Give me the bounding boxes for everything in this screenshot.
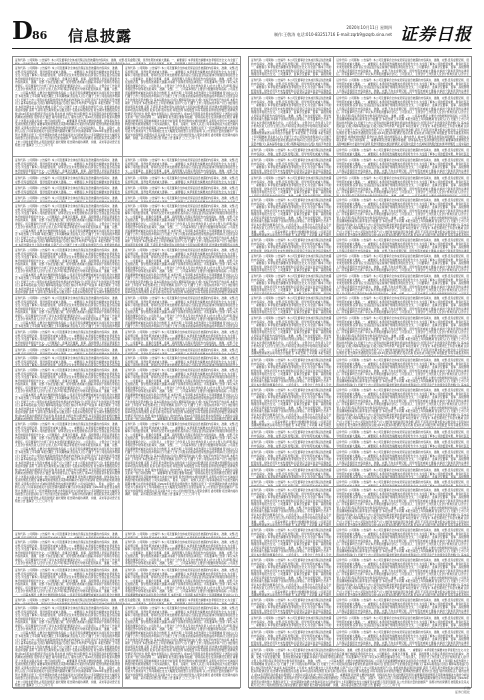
announcement-row xyxy=(13,355,240,367)
announcement-cell: 证券代码: 公司简称: 公告编号: 本公司及董事会全体成员保证信息披露的内容真实、准确、完整,没有虚假记载、误导性陈述或重大遗漏。一、重要提示 本季度报告摘要来自季度报告全文,为全面了解本公司的经营成果、财务状况及未来发展规划,投资者应当到证监会指定媒体仔细阅读季度报告全文。公司董事会、监事会及董事、监事、高级管理人员保证季度报告内容的真实、准确、完整,不存在虚假记载、误导性陈述或重大遗漏,并承担个别和连带的法律责任。所有董事均已出席了审议本次季报的董事会会议。公司负责人、主管会计工作负责人及会计机构负责人(会计主管人员)声明:保证季度报告中财务报表的真实、准确、完整。二、公司基本情况 主要会计数据和财务指标 公司是否需追溯调整或重述以前年度会计数据 否 本报告期 上年同期 本报告期比上年同期增减 营业收入(元) 归属于上市公司股东的净利润(元) 归属于上市公司股东的扣除非经常性损益的净利润(元) 经营活动产生的现金流量净额(元) 基本每股收益(元/股) 稀释每股收益(元/股) 加权平均净资产收益率 本报告期末 上年度末 本报告期末比上年度末增减 总资产(元) 归属于上市公司股东的净资产(元) 非经常性损益 xyxy=(15,205,120,246)
announcement-row xyxy=(13,597,240,605)
announcement-row xyxy=(13,421,240,531)
announcement-cell: 证券代码: 公司简称: 公告编号: 本公司及董事会全体成员保证信息披露的内容真实、准确、完整,没有虚假记载、误导性陈述或重大遗漏。一、重要提示 本季度报告摘要来自季度报告全文,为全面了解本公司的经营成果、财务状况及未来发展规划,投资者应当到证监会指定媒体仔 xyxy=(251,239,332,252)
announcement-cell: 证券代码: 公司简称: 公告编号: 本公司及董事会全体成员保证信息披露的内容真实、准确、完整,没有虚假记载、误导性陈述或重大遗漏。一、重要提示 本季度报告摘要来自季度报告全文,为全面了解本公司的经营成果、财务状况及未来发展规划,投资者应当到证监会指定媒体仔细阅读季度报告全文。公司董事会、监事会及董事、监事、高级管理人员保证季度报告内容的真实、准确、完整,不存在虚假记载、误导性陈述或重大遗漏,并承担个别和连带的法律责任。所有董事均已出席了审议本次季报的董事会会议。公司负责人、主管会计工作负责人及会计机构负责人(会计主管人员)声明:保证季度报告中财务报表的真实、准确、完整。二、公司基本情况 主要会计数据和财务指标 公司是否需追溯调整或重述以前年度会计数据 否 本报告期 上年同期 本报告期比上年同期增减 营业收入(元) 归属于上市公司股东的净利润(元) 归属于上市公司股东的扣除非经常性损益的净利润(元) 经营活动产生的现金流量净额(元) 基本每股收益(元/股) 稀释每股收益(元/股) 加权平均净资产收益率 本报告期末 上年度末 本报告期末比上年度末增减 总资产(元) 归属于上市公司股东的净资产(元) 非经常性损益项目和金额 适用 不适用 报告期末股东总数及前十名股东持股情况表 报告期末普通股股东总数 前10名股东持股情况 股东名称 股东性质 持股比例 持股数量 持有有限售条件的股份数量 质押或冻结情况 股份状态 数量 境内非国有法人 境内自然人 前10名无限售条件股东持股情 xyxy=(15,369,120,420)
announcement-cell: 证券代码: 公司简称: 公告编号: 本公司及董事会全体成员保证信息披露的内容真实、准确、完整,没有虚假记载、误导性陈述或重大遗漏。一、重要提示 本季度报告摘要来自季度报告全文,为全面了解本公司的经营成果、财务状况及未来发展规划,投资者应当到证监会指定媒体仔细阅读季度报告全文。公司董事会、监事会及董事、监事、高级管理人员保证季度报告内容的真实、准确、完整,不存在虚假记载、误导性陈述或重大遗漏,并承担个别和连带的法律责任。所有董事均已出席了审议本次季报的董事会会议。公司负责人、主管会计工作负责人及会计机构负责人(会计主管人员)声明:保证季度报告中财务报表的真实、准确、完整。二、公司基本情况 主要会计数据和财务指标 公司是否需追溯调整或重述以前年度会计数据 否 本报告期 上年同期 本报告期比上年同期增减 营业收入(元) 归属于上市公司股东的净利润(元) 归属于上市公司股东的扣除非经常性损益的净利润(元) 经营活动产生的现金流量净额(元) 基本每股收益(元/股) 稀释每股收益(元/股) 加权平均净资产收益率 本报告期末 上年度末 本报告期末比上年度末增减 总资产(元) 归属于上市公司股东的净资产(元) 非经常性损益项目和金额 适用 不适用 报告期末股东总数及前十名股东持股情况表 报告期末普通股股东总数 前10名股东持股情况 股东名称 股东性质 持股比例 持股数量 持有有限售条件的股份数量 质押或冻结情况 股份状态 数量 境内非国有法人 境内自然人 前10名无限售条件股东持股情况 上述股东关联关系或一致行动的说明 三、重要事项 报告期主要财务数据、财务指标发生变动的情况及原因 重要事项进展情况及其影响和解决方案的分析说明 股份回购的实施进展情况 采用集中竞价方式减持回购股份的实施进展情况 公司实际控制人、股东、关联方、收购人以及公司等承诺相关方在报告期内超期未履行完毕的承诺事项 对2020年度经营业绩的预计 预测年初至下一报告期期末的累计净利润可能为亏损或者与上年同期相比发生大幅度变动的警示及原因说明 以公允价值计量的金融资产 违规对外担保情况 控股股东及其关联方对上市公司的非经营性占用资金情况 委托理财 报告期内接待调研、沟通、采访等活动登记表 特此公告 董事会 二〇二〇年十月 xyxy=(122,605,240,688)
announcement-cell: 证券代码: 公司简称: 公告编号: 本公司及董事会全体成员保证信息披露的内容真实、准确、完整,没有虚假记载、误导性陈述或重大遗漏。一、重要提示 本季度报告摘要来自季度报告全文,为全面了解本公司的经营成果、财务状况及未来发展规划,投资者应当到证监会指定媒体仔细阅读季度报告全文。公司董事会、监事会及董事、监事、高级管理人员保证季度报告内容的真实、准确、完整,不 xyxy=(15,599,238,604)
announcement-row xyxy=(13,185,240,195)
announcement-row xyxy=(249,387,471,429)
announcement-row xyxy=(13,567,240,597)
announcement-cell: 证券代码: 公司简称: 公告编号: 本公司及董事会全体成员保证信息披露的内容真实、准确、完整,没有虚假记载、误导性陈述或重大遗漏。一、重要提示 本季度报告摘要来自季度报告全文,为全面了解本公司的经营成果、财务状况及未来发展规划,投资者应当到证监会指定媒体仔细阅读季度报告全文。公司董事会、监事会及董事、监事、高级管理人员保证季度报告内容的真实、准确、完整,不存在虚假记载、误导性陈述或重大遗漏,并承担个别和连带的法律责 xyxy=(333,629,471,646)
announcement-cell: 证券代码: 公司简称: 公告编号: 本公司及董事会全体成员保证信息披露的内容真实、准确、完整,没有虚假记载、误导性陈述或重大遗漏。一、重要提示 本季度报告摘要来自季度报告全文,为全面了解本公司的经营成果、财务状况及未来发展规划,投资者应当到证监会指定媒体仔细阅读季度报告全文。公司董事会、监事会及董事、监事、高级管理人员保证季度报告内容的真实、准确、完整,不存在虚假记载、误导性 xyxy=(251,177,332,196)
announcement-cell: 证券代码: 公司简称: 公告编号: 本公司及董事会全体成员保证信息披露的内容真实、准确、完整,没有虚假记载、误导性陈述或重大遗漏。一、重要提示 本季度报告摘要来自季度报告全文,为全面了解本公司的经营成果、财务状况及未来发展规划,投资者应当到证监会指定媒体仔细阅读季度报告全文。公司董事会、监事会及董事、监事、高级管理人员保证季度报告内容的真实、准确、完整,不存在虚假记载、误导性陈述或重大遗漏,并承担个别和连带的法律责任。所有董事均已出席了审议本次季报的董事会会议。公司负责人、主管会计工作负责人及会计机构负责人(会计主管人员)声明:保证季度报告中财务报表的真实、准确、完整。二、公司基本情况 主要会计数据和财务指标 公司是否需追溯调整或重述以前年度会计数据 否 本报告期 上年同期 本报告期比上年同期增减 营业收入(元) 归属于上市公司股东的净利润(元) 归属于上市公司股东的扣除非经常性损益的净利润(元) 经营活动产生的现金流量净额(元) 基本每股收益(元/股) 稀释每股收益(元/股) 加权平均净资产收益率 本报告期末 上年度末 本报告期末比上年度末增减 总资产(元) 归属于上市公司股东的净资产(元) 非经常性损益项目和金额 适用 不适用 报告期末股东总数及前十名股东持股情况表 报告期末普通股股东总数 前10名股东持股情况 股东名称 股东性质 持股比例 持股数量 持有有限售条件的股份数量 质押或冻结情况 股份状态 数量 境内非国有法人 境内自然人 前10名无限售条件股东持股情况 上述股东关联关系或一致行动的说明 三、重要事项 报告期主要财务数据、财务指标发生变动的情况及原因 重要事项进展情况及其影响和解决方案的分析说明 股份回购的实施进展情况 采用集中竞价方式减持回购股份的实施进展情况 公司实际控制人、股东、关联方、收购人以及公司等承诺相关方在报告期内超期未履行完毕的承诺事项 对2020年度经营业绩的预计 预测年初至下一报告期期末的累计净利润可能为亏损或者与上年同期相比发生大幅度变动的警示及原因说明 以公允价值计量的金融资产 违规对外担保情况 控股股东及其关联方对上市公司的非经营性占用资金情况 委托理财 报告期内接待调研、沟通、采访等活动登记表 特此公告 董事会 二〇二〇年十月 xyxy=(251,649,469,687)
announcement-cell: 证券代码: 公司简称: 公告编号: 本公司及董事会全体成员保证信息披露的内容真实、准确、完整,没有虚假记载、误导性陈述或重大遗漏。一、重要提示 本季度报告摘要来自季度报告全文,为全面了解本公司的经营成果、财务状况及未来发展规划,投资者应当到证监会指定媒体仔细阅读季度报告全文。公司董事会、监事会及董事、监事、高级管理 xyxy=(251,59,332,76)
page-content xyxy=(12,56,472,688)
page-letter: D xyxy=(12,16,33,45)
announcement-row xyxy=(249,157,471,175)
announcement-cell: 证券代码: 公司简称: 公告编号: 本公司及董事会全体成员保证信息披露的内容真实、准确、完整,没有虚假记载、误导性陈述或重大遗漏。一、重要提示 本季度报告摘要来自季度报告全文,为全面了解本公司的 xyxy=(251,469,332,478)
announcement-cell: 证券代码: 公司简称: 公告编号: 本公司及董事会全体成员保证信息披露的内容真实、准确、完整,没有虚假记载、误导性陈述或重大遗漏。一、重要提示 本季度报告摘要来自季度报告 xyxy=(15,187,120,194)
announcement-row xyxy=(249,175,471,197)
announcement-cell: 证券代码: 公司简称: 公告编号: 本公司及董事会全体成员保证信息披露的内容真实、准确、完整,没有虚假记载、误导性陈述或重大遗漏。一、重要提示 本季度报告摘要来自季度报告全文,为全面了解本公司的经营成果、财务状况及未来发展规划,投资者应当到证监会指定媒体仔细阅读季度报告全文。公司董事会、监事会及董事、监事、高级管理人员保证季度报告内容的真实、准确、完整,不存在虚假记载、误导性陈述或重大遗漏,并承担个别和连带的法律责任。所有董事均已出席了审议本次季报的董事会会议。公司负责人、主管会计工作负责人及会计机构负责人(会计主管人员)声明:保证季度报告中财务报表的真实、准确、完整。二、公司基本情况 主要会计数据和财务指标 公司是否 xyxy=(333,273,471,294)
announcement-cell: 证券代码: 公司简称: 公告编号: 本公司及董事会全体成员保证信息披露的内容真实、准确、完整,没有虚假记载、误导性陈述或重大遗漏。一、重要提示 本季度报告摘要来自季度报告全文,为全面了解本公司的经营成果、财务状况及 xyxy=(333,429,471,438)
announcement-row xyxy=(249,295,471,315)
announcement-cell: 证券代码: 公司简称: 公告编号: 本公司及董事会全体成员保证信息披露的内容真实、准确、完整,没有虚假记载、误导性陈述或重大遗漏。一、重要提示 本季度报告摘要来自季度报告全文,为全面了 xyxy=(122,347,240,354)
announcement-row xyxy=(249,253,471,273)
announcement-row xyxy=(13,329,240,347)
announcement-cell: 证券代码: 公司简称: 公告编号: 本公司及董事会全体成员保证信息披露的内容真实、准确、完整,没有虚假记载、误导性陈述或重大遗漏。一、重要提示 本季度报告摘要来自季度报告全文,为全面了解本公司的经营成果、财务状况及未来发展规划,投资者应当到证监会指定媒体仔细阅读季度报告全文。公司董事会、监事会及董事、监事、高级管理人员保证季度报告内容的真实、准确、完整,不存在虚假记载、误导性陈述或重大遗漏,并承担个别和连带的法律责任。所有董事均已出席了审议本次季报的董事会会议。公司负责人、主管会计工作负责人及会计机构负责人(会计主管人员)声明:保证季度报告中财务报表的真实、准确、完整。二、公司基本情况 主要会计数据和财务指标 公司是否需追溯调整或重述以前年度会计数据 否 本报告期 上年同期 本报告期比上年同期增减 营业收入(元) 归属于上市公司股东的净利润(元) 归属于上市公司股东的扣除非经常性损益的净利润(元) 经营活动产生的现金流量净额(元) 基本每股收益(元/股) 稀释每股收益(元/股) 加权平均净资产收益率 本报告期末 上年度末 本报告期末比上年度末增减 总资产(元) 归属于上市公司股东的净资产(元) 非经常性损益项目和金额 适用 不适用 报告期末股东总数及前十名股东持股情况表 报告期末普通股股东总数 前10名股东持股情况 股东名称 股东性质 持股比例 持股数量 持有有限售条件的 xyxy=(333,557,471,596)
announcement-cell: 证券代码: 公司简称: 公告编号: 本公司及董事会全体成员保证信息披露的内容真实、准确、完整,没有虚假记载、误导性陈述或重大遗漏。一、重要提示 本季度报告摘要来自季度报告全文,为全面了解本公司的经营成果、财务状况及未来发展规划,投资者应当到证监会指定媒体仔细阅读季度报告全文。公司董事会、监事会及董事、监事、高级管理人员保证季度报告内容的真实、准确、完整,不存在虚假记载、误导性陈述或重大遗漏,并承担个别和连带的法律责 xyxy=(333,77,471,94)
announcement-row xyxy=(249,467,471,479)
header-meta xyxy=(274,24,392,38)
announcement-cell: 证券代码: 公司简称: 公告编号: 本公司及董事会全体成员保证信息披露的内容真实、准确、完整,没有虚假记载、误导性陈述或重大遗漏。 xyxy=(251,431,332,438)
announcement-row xyxy=(249,315,471,357)
announcement-row xyxy=(249,273,471,295)
announcement-cell: 证券代码: 公司简称: 公告编号: 本公司及董事会全体成员保证信息披露的内容真实、准确、完整,没有虚假记载、误导性陈述或重大遗漏。一、重要提示 本季度报告摘要来自季度报告全文,为全面了解本公司的经营成果、财务状况及未来发展规划,投资者应当到证监会指定媒 xyxy=(15,357,120,366)
newspaper-masthead: 证券日报 xyxy=(400,25,472,45)
announcement-row xyxy=(13,367,240,421)
announcement-cell: 证券代码: 公司简称: 公告编号: 本公司及董事会全体成员保证信息披露的内容真实、准确、完整,没有虚假记载、误导性陈述或重大遗漏。一、重要提示 本季度报告摘要来自季度报告全文,为全面了解本公司的经营成果、财务状况及未来发展规划,投资者应当到证监会指定媒体仔细阅读季度报告全文。公司董事会、监事会及董事、监事、高级管理人员保证季度报告内容的真实、准确、完整,不存在虚假记载、误导性陈述或重大遗漏,并承担个别和连带的法律责任。所有董事均已出席了审议本次季报的董事会会议。公司负责人、主管会计工作负责人及会计机构负责人(会计主管人员)声明:保证季度报告中财务报表的真实、准确、完整。二、公司基本情况 主要会计数据和财务指标 公司是否需追溯调整或重述以前年度会计数据 否 本报告期 上年同期 本报告期比上年同期增减 营业收入(元) 归属于上市公司股东的净利润(元) 归属于上市公司股东的扣除非经常性损益的净利润(元) 经营活动产生的现金流量净额(元) 基本每股收益(元/股) 稀释每股收益(元/股) 加权平均净资产收益率 本报告期末 上年度末 本报告期末比上年度末增减 总资产(元) 归属于上市公司股东的净资产(元) 非经常性损益项目和金额 适用 不适用 报告期末股东总数及前十名股东持股情况表 报告期末普通股股东总数 前10名股东持股情况 股东名称 股东性质 持股比例 持股数量 持有有限售条件的股份数量 质押或冻结情况 股份状态 数量 境内非国有法人 境内自然人 前10名无限售条件股东持股情况 上述股东关联关系或一致行动的说明 三、重要事项 报告期主要财务数据、财务指标发生变动的情况及原因 重要事项进展情况及其影响和解决方案的分析说明 股份回购的实施进展情况 采用集中竞价方式减持回购股份的实施进展情况 公司实际控制人、股东、关联方、收购人以及公司等承诺相关方在报告期内超期未履行完毕的承诺事项 对2020年度经营业绩的预计 预测年初至下一报告期期末的累计净利润可能为亏损或者与上年同期相比发生大幅度变动的警示及原因说明 以公允价值计量的金融资产 违规对外担保情况 控股股东及其关联方对上市公司的非经营性占用资金情况 委托理财 报告期内接待调研、沟通、采访等活动登记表 特此公告 董事会 二〇二〇年十月 xyxy=(15,423,120,503)
announcement-cell: 证券代码: 公司简称: 公告编号: 本公司及董事会全体成员保证信息披露的内容真实、准确、完整,没有虚假记载、误导性陈述或重大遗漏。一、重要提示 本季度报告摘要来自季度报告全文,为全面了解本公司的经营成果、财务状况及未来发展规划,投资者应当到证监会指定媒体仔细阅读季度报告全文。公司董事会、监事会及董事、监事、高级管理人员保证季度报告内容的真实、准确、完整,不存在虚假记载、误导性陈述或重大遗漏,并承担个别和连带的法律责任。所有董事均已出席了审议本次季报的董事会会议。公司负责人、主管会计工作负责人及会计机构负责人(会计主管人员)声明:保证季度报告中财务报表的真实、准确、完整。二、公司基本情况 主要会计数据和财务指标 公司是否需追溯调整或重述以前年度会计数据 否 本报告期 上年同期 本报告期比上年同期增减 营业收入(元) 归属于上市公司股东的净利润(元) 归属于上市公司股东的扣除非经常性损益的净利润(元) 经营活动产生的现金流量净额(元) 基本每股收益(元/股) 稀释每股收益(元/股) 加权平均净资产收益率 本报告期末 上年度末 本报告期末比上年度末增减 总资产(元) 归属于上市公司股东的净资产(元) 非经常性损益项目和金额 适用 不适用 报告期末股东总数及前十名股东持股情况表 报告期末普通股股东总数 前10名股东持股情况 股东名称 股东性质 持股比例 持股数量 持有有限售条件的股份数量 质押或冻结情况 股份状态 数量 境内非国有法人 境内自然人 前10名无限售条件股东持股情况 上述股东关联关系或一致行动的说明 三、重要事项 报告期主要财务数据、财务指标发生变动的情况及原因 重要事项进展情况及其影响和解决方案的分析说明 股份回购的实施进展情况 采用集中竞价方式减持回购股份的实施进展情况 公司实际控制人、股东、关联方、收购人以及公司等承诺相关方在报告期内超期未履行完毕的承诺事项 对2020年度经营业绩的预计 预测年初至下一报告期期末的累计净利润可能为亏损或者与上年同期相比发生大幅度变动的警示及原因说明 以公允价值计量的金融资产 违规对外担保情况 控股股东及其关联方对上市公司的非经营性占用资金情况 委托理财 报告期内接待调研、沟通、采访等活动登记表 特此公告 董事会 二〇二〇年十月 xyxy=(15,67,120,147)
announcement-cell: 证券代码: 公司简称: 公告编号: 本公司及董事会全体成员保证信息披露的内容真实、准确、完整,没有虚假记载、误导性陈述或重大遗漏。一、重要提示 本季度报告摘要来自季度报告全文,为全面了解本公司的经营成果、财务状况及未来发展规划,投资者应当到证监会指定媒体仔细阅读季度报告全文。公司董事会、监事会及董事、监事、高级管理人员保证季度报告内容的真实、准确、完整,不存在虚假记载、误导性陈述或重大遗漏,并承担个别和连带的法律责任。所有董事均已出席了审议本次季报的董事会会议。公司负责人、主管会计工作负责人及会计机构负责人(会计主管人员)声明:保证季度报告中财务报表的真实、准确、完整。二、公司基本情况 主要会计数据和财务指标 公司是否需追溯调整或重述以前年度会计数据 否 本报告期 上年同期 本报告期比 xyxy=(251,199,332,236)
announcement-cell: 证券代码: 公司简称: 公告编号: 本公司及董事会全体成员保证信息披露的内容真实、准确、完整,没有虚假记载、误导性陈述或重大遗漏。一、重要提示 本季度报告摘要来自季度报告全文,为全面了解本公司的经营成果、财务状况及未来发展规划,投资者应当到证监会指定媒体仔 xyxy=(251,159,332,173)
announcement-cell: 证券代码: 公司简称: 公告编号: 本公司及董事会全体成员保证信息披露的内容真实、准确、完整,没有虚假记载、误导性陈述或重大遗漏。一、重要提示 本季度报告摘要来自季度报告全文,为全面了解本公司的经营成果、财务状况及未来发展规划,投资者应当到证监会指定媒体仔细阅读季度报告全文。公司董事会、监事会及董事、监事、高级管理人员保证季度报告内容的真实、准确、完整,不存在虚假记载、误导性陈述或重大遗漏,并承担个别和连带的法律责任。所有董事均已出席了审议本次季报的董事会会议。公司负责人、主管会计工作负责人及会计机构负责人(会计主管人员)声明:保证季度报告中财务报表的真实、准确、完整。二、公司基本情况 主要会计数据和财务指标 公司是否需追溯调整或重述以前年度会计数据 否 本报告期 上年同期 本报告期比 xyxy=(251,389,332,427)
announcement-row xyxy=(13,195,240,203)
announcement-row xyxy=(249,597,471,615)
announcement-cell: 证券代码: 公司简称: 公告编号: 本公司及董事会全体成员保证信息披露的内容真实、准确、完整,没有虚假记载、误导性陈述或重大遗漏。一、重要提示 本季度报告摘要来自季度报告全文,为全面了解本公司的经营成果、财务状况及未来发展规划,投资者应当到证监会指定媒体仔细阅读季度报告全文。公司董事会、监事会及董事、监事、高级管理人员保证季度报告内容的真实、准确、完整,不存在虚假记载、误导性陈述或重大遗漏,并承担个别和连带的法律责任。所有董事均已出席了审议本次季报的董事会会议。公司负责人、主管会计工作负责人及会计机构负责人(会计主管人员)声明:保证季度报告中财务报表的真实、准确、完整。二、公司基本情况 主要会计数据和财务指标 公司是否需追溯调整或重述以前年度会计数据 xyxy=(15,569,120,596)
announcement-cell: 证券代码: 公司简称: 公告编号: 本公司及董事会全体成员保证信息披露的内容真实、准确、完整,没有虚假记载、误导性陈述或重大遗漏。一、重要提示 本季度报告摘要来自季度报告全文,为全面了解本公司的经营成果、财务状况及未来发展规划,投资者应当到证监会指定媒体仔细阅读季度报告全文。公司董事会、监事会及董事、监事、高级管理 xyxy=(333,467,471,478)
page-number: 86 xyxy=(32,29,48,42)
announcement-row xyxy=(249,439,471,449)
announcement-cell: 证券代码: 公司简称: 公告编号: 本公司及董事会全体成员保证信息披露的内容真实、准确、完整,没有虚假记载、误导性陈述或重大遗漏。一、重要提示 本季度报告摘要来自季度报告全文,为全面了解本公司的经营成果、财务状况及未来发展规划,投资者应当到证监会指定媒体仔细阅读季度报告全文。公司董事会、监事会及董事、监事、高级管理人员保证季度报告内容的真实、准确、完整,不存在虚假记载、误导性陈述或重大遗漏,并承担个别和连带的法律责任。所有董事均已出席了审议本次季报的董事会会议。公司负责人、主管会计工作负责人及会计机构负责人(会计主管人员)声明:保证季度报告中财务报表的真实、准确、完整。二、公司基本情况 主要会计数据和财务指标 公司是否需追溯调整或重述以前年度会计数据 否 本报告期 上年同期 本报告期比上年同期增减 营业收入(元) 归属于上市公司股东的净利润 xyxy=(15,297,120,328)
announcement-row xyxy=(13,203,240,247)
announcement-row xyxy=(249,57,471,77)
announcement-row xyxy=(13,539,240,567)
announcement-cell: 证券代码: 公司简称: 公告编号: 本公司及董事会全体成员保证信息披露的内容真实、准确、完整,没有虚假记载、误导性陈述或重大遗漏。一、重要提示 本季度报告摘要来自季度报告全文,为全面了解本公司的经营成果、财务状况及未来发展规划,投资者应当到证监会指定媒体仔细阅读季度报告全文。公司董事会、监事会及董事、监事、高级管理人员保证季度报告内容的真实、准确、完整,不存在虚假记载、误导性陈述或重大遗漏,并承担个别和连带的法律责任。所有董事均已出席了审议本次季报的董事会会议。公司负责人、主管会计工作负责人及会计机构负责人(会计主管人员)声明:保证季度报告中财务报表的真实、准确、完整。二、公司基本情况 主要会计数据和财务指标 公司是否需追溯调整或重述以前年度会计数据 否 本报告期 上年同期 本报告期比上年同期增减 营业收入(元) 归属于上市公司股东的净利润(元) 归属于上市公司股东的扣除非经常性损益的净利润(元) 经营活动产生的现金流量净额(元) 基本每 xyxy=(333,527,471,556)
announcement-cell: 证券代码: 公司简称: 公告编号: 本公司及董事会全体成员保证信息披露的内容真实、准确、完整,没有虚假记载、误导性陈述或重大遗漏。一、重要提示 本季度报告摘要来自季度报告全文,为全面了解本公司的经营成果、财务状况及未来发展规划,投资者应当到证监会指定媒体仔细阅读季度报告全文。公司董事会、监事会及董事、监事、高级管理人员保证季度报告内容的真实、准确、完整,不存在虚假记载、误导性陈述或重大遗漏,并承担个别和连带的法律责任。所有董事均已出席了审议本次季报的董事会会议。公司负责人、主管会计工作负责人及会计机构负责人(会计主管人员)声明:保证季度报告中财务报表的真实、准确、完整。二、公司基本情况 主要会计数据和财务指标 公司是否 xyxy=(122,539,240,566)
announcement-cell: 证券代码: 公司简称: 公告编号: 本公司及董事会全体成员保证信息披露的内容真实、准确、完整,没有虚假记载、误导性陈述或重大遗漏。 xyxy=(251,441,332,448)
announcement-cell: 证券代码: 公司简称: 公告编号: 本公司及董事会全体成员保证信息披露的内容真实、准确、完整,没有虚假记载、误导性陈述或重大遗漏。一、重要提示 本季度报告摘要来自季度报告全文,为全面了解本公司的经营成果、财务状况及 xyxy=(333,439,471,448)
announcement-cell: 证券代码: 公司简称: 公告编号: 本公司及董事会全体成员保证信息披露的内容真实、准确、完整,没有虚假记载、误导性陈述或重大遗漏。一、重要提示 本季度报告摘要来自季度报告全文,为全面了解本公司的经营成果、财务状况及未来发展规划,投资者应当到证监会指定媒体仔细阅读季度报告全文。公司董事会、监事会及董事、监事、高级管理人员保证季度报告内容的真实、准确、完整,不存在虚假记载、误导性陈述或重大遗漏,并承担个别和连带的法律责 xyxy=(333,449,471,466)
footer-line-2: 证券日报社 xyxy=(454,690,470,694)
announcement-cell: 证券代码: 公司简称: 公告编号: 本公司及董事会全体成员保证信息披露的内容真实、准确、完整,没有虚假记载、误导性陈述或重大遗漏。一、重要提示 本季度报告摘要来自季度报告全文,为全面了解本公司的经营成果、财务状况及未来发展规划,投资者应当到证监会指定媒体仔细阅读季度报告全文。公司董事会、监事会及董事、监事、高级管理人员保证季度报告内容的真实、准确、完整,不存在虚假记载、误导性陈述或重大遗漏,并承担个别和连带的法律责任。所有董事均已出席了审议本次季报的董事会会议。公司负责人、主管会计工作负责人及会计机构负责人(会计主管人员)声明:保证季度报告中财务报表的真实、准确、完整。二、公司基本情况 主要会计数据和财务指标 公司是否需追溯调整或重述以前年度会计数据 否 本报告期 上年同期 本报告期比 xyxy=(251,317,332,355)
announcement-cell: 证券代码: 公司简称: 公告编号: 本公司及董事会全体成员保证信息披露的内容真实、准确、完整,没有虚假记载、误导性陈述或重大遗漏。一、重要提示 本季度报告摘要来自季度报告全文,为全面了解本公司的经营成果、财务状况及未来发展规划,投资者应当到证监会指定媒体仔细阅读季度报告全文。公司董事会、监事会及董事、监事、高级管理人员保证季度报告内容的真实、准确、完整,不存在虚假记载、误导性陈述或重大遗漏,并承担个别和连带的法律责任。所有董事均已出席了审议本次季报的董事会会议。公司负责人、主管会计工作负责人及会计机构负责人(会计主管人员)声明:保证季度报告中财务报表的真实、准确、完整。二、公司基本情况 主要会计数据和财务指标 公司是否需追溯调整或重述以前年度会计数据 否 本报告期 上年同期 本报告期比上年同期增减 营业收入(元) 归属于上市公司股东的净利润(元) 归属于上市公司股东的扣除非经常性损益的净利润(元) 经营活动产生的现金流量净额(元) 基本每股收益(元/股) 稀释每股收益(元/股) 加权平均净资产收益率 本报告期末 上年度末 本报告期末比上年度末增减 总资产(元) 归属于上市公司股东的净资产(元) 非经常性损益项目和金额 适用 不适用 报告期末股东总数及前十名股东持股情况表 报告期末普通股股东总数 前10名股东持股情况 股东名称 股东性质 持股比例 持股数量 持有有限售条件的 xyxy=(333,487,471,526)
announcement-row xyxy=(249,197,471,237)
announcement-cell: 证券代码: 公司简称: 公告编号: 本公司及董事会全体成员保证信息披露的内容真实、准确、完整,没有虚假记载、误导性陈述或重大遗漏。一、重要提示 本季度报告摘要来自季度报告全文,为全面了解本公司的经营成果、财务状况及未来发展规划,投资者应当到证监会指定媒体仔细阅读季度报告全文。公司董事会、监事会及董事、监事、高级管理 xyxy=(251,255,332,272)
announcement-row xyxy=(249,647,471,689)
announcement-cell: 证券代码: 公司简称: 公告编号: 本公司及董事会全体成员保证信息披露的内容真实、准确、完整,没有虚假记载、误导性陈述或重大遗漏。一、重要提示 本季度报告摘要来自季度报告全文,为全面了解本公司的经营成果、财务状况及未来发展规划,投资者应当到证监会指定媒体仔细阅读季度报告全文。公司董事会、监事会及董事、监事、高级管理人员保证季度报告内容的真实、准确、完整,不存在虚假记载、误导性陈述或重大遗漏,并承担个别和连带的法律责任。所有董事均已出席了审议本次季报的董事会会议。公司负责人、主管会计工作负责人及会计机构负责人(会计主管人员)声明:保证季度报告中财务报表的真实、准确、完整。二、公司基本情况 主要会计数据和财务指标 公司是否需追溯调整或重述以前年度会计数据 否 本报告期 上年同期 本报告期比上年同期增减 营业收入(元) xyxy=(122,567,240,596)
announcement-cell: 证券代码: 公司简称: 公告编号: 本公司及董事会全体成员保证信息披露的内容真实、准确、完整,没有虚假记载、误导性陈述或重大遗漏。一、重要提示 本季度报告摘要来自季度报告 xyxy=(15,533,120,538)
section-title: 信息披露 xyxy=(68,27,133,45)
announcement-cell: 证券代码: 公司简称: 公告编号: 本公司及董事会全体成员保证信息披露的内容真实、准确、完整,没有虚假记载、误导性陈述或重大遗漏。一、重要提示 本季度报告摘要来自季度报告全文,为全面了解本公司的经营成果、财务状况及未来发展规划,投资者应当到证监会指定媒体仔细阅读季度报告全文。公司董事会、监事会及董事、监事、高级管理 xyxy=(333,615,471,628)
left-announcement-block xyxy=(12,56,241,688)
announcement-row xyxy=(13,295,240,329)
announcement-cell: 证券代码: 公司简称: 公告编号: 本公司及董事会全体成员保证信息披露的内容真实、准确、完整,没有虚假记载、误导性陈述或重大遗漏。一、重要提示 本季度报告摘要来自季度报告全文,为全面了 xyxy=(122,531,240,538)
announcement-cell: 证券代码: 公司简称: 公告编号: 本公司及董事会全体成员保证信息披露的内容真实、准确、完整,没有虚假记载、误导性陈述或重大遗漏。一、重要提示 本季度报告摘要来自季度报告全文,为全面了解本公司的经营成果、财务状况及未来发展规划,投资者应当到证监会指定媒体仔细阅读季度报告全文。公司董事会、监事会及董事、监事、高级管理人员保证季度报告内容的真实、准确、完整,不存在虚假记载、误导性陈述或重大遗漏,并承担个别和连带的法律责任。所有董事均已出席了审议本次季报的董事会会议。公司负责人、主管会计工作负责人及会 xyxy=(251,529,332,556)
announcement-cell: 证券代码: 公司简称: 公告编号: 本公司及董事会全体成员保证信息披露的内容真实、准确、完整,没有虚假记载、误导性陈述或重大遗漏。一、重要提示 本季度报告摘要来自季度报告全文,为全面了解本公司的经营成果、财务状况及未来发展规划,投资者应当到证监会指定媒体仔 xyxy=(251,631,332,645)
announcement-cell: 证券代码: 公司简称: 公告编号: 本公司及董事会全体成员保证信息披露的内容真实、准确、完整,没有虚假记载、误导性陈述或重大遗漏。一、重要提示 本季度报告摘要来自季度报告全文,为全面了解本公司的经营成果、财务状况及未来发展规划,投资者应当到证监会指定媒体仔细阅读季度报告全文。公司董事会、监事会及董事、监事、高级管理人员保证季度报告内容的真实、准确、完整,不存在虚假记载、误导性 xyxy=(251,275,332,294)
announcement-cell: 证券代码: 公司简称: 公告编号: 本公司及董事会全体成员保证信息披露的内容真实、准确、完整,没有虚假记载、误导性陈述或重大遗漏。一、重要提示 本季度报告摘要来自季度报告全文,为全面了解本公司的经营成果、财务状况及未来发展规划,投资者应当到证监会指定媒体仔细阅读季度报告全文。公司董事会、监事会及董事、监事、高级管理人员保证季度报告内容的真实、准确、完整,不存在虚假记载、误导性陈述或重大遗漏,并承担个别和连带的法律责 xyxy=(333,237,471,252)
announcement-row xyxy=(249,629,471,647)
announcement-cell: 证券代码: 公司简称: 公告编号: 本公司及董事会全体成员保证信息披露的内容真实、准确、完整,没有虚假记载、误导性陈述或重大遗漏。 xyxy=(251,481,332,486)
announcement-cell: 证券代码: 公司简称: 公告编号: 本公司及董事会全体成员保证信息披露的内容真实、准确、完整,没有虚假记载、误导性陈述或重大遗漏。一、重要提示 本季度报告摘要来自季度报告全文,为全面了解本公司的经营成果、财务状况及未来发展规划,投资者应当到证监会指定媒体仔细阅读季度报告全文。公司董事会、监事会及董事、监事、高级管理人员保证季度报告 xyxy=(15,159,120,173)
announcement-row xyxy=(13,157,240,175)
announcement-cell: 证券代码: 公司简称: 公告编号: 本公司及董事会全体成员保证信息披露的内容真实、准确、完整,没有虚假记载、误导性陈述或重大遗漏。一、重要提示 本季度报告摘要来自季度报告全文,为全面了解本公司的经营成果、财务状况及未来发展规划,投资者应当到证监会指定媒体仔细阅读季度报告全文。公司董事会、监事会及董事、监事、高级管理人员保证季度报告内容的真实、准确、完整,不存在虚假记载、误导性陈述或重大遗漏,并承担个别和连带的法律责 xyxy=(333,597,471,614)
announcement-cell: 证券代码: 公司简称: 公告编号: 本公司及董事会全体成员保证信息披露的内容真实、准确、完整,没有虚假记载、误导性陈述或重大遗漏。一、重要提示 本季度报告摘要来自季度报告全文,为全面了解本公司的经营成果、财务状况及未来发展规划,投资者应当到证监会指定媒体仔细阅读季度报告全文。公司董事会、监事会及董事、监事、高级管理人员保证季度报告内容的真实、准确、完整,不存在虚假记载、误导性陈述或重大遗漏,并承担个别和连带的法律责任。所有董事均已出席了审议本次季报的董事会会议。公司负责人、主管会计工作负责人及会计机构负责人(会计主管人员)声明:保证季度报告中财务报表的真实、准确、完整。二、公司基本情况 主要会计数据和财务指标 公司是否需追溯调整或重述以前年度会计数据 否 本报告期 上年同期 本报告期比上年同期增减 营业收入(元) 归属于上市公司股东的净利润(元) 归属于上市公司股东的扣除非经常性损益的净利润(元) 经营活动产生的现金流量净额(元) 基本每股收益(元/股) 稀释每股收益(元/股) 加权平均净资产收益率 本报告期末 上年度末 本报告期末比上年度末增减 总资产(元) 归属于上市公司股东的净资产(元) 非经常性损益项目和金额 适用 不适用 报告期末股东总数及前十名股东持股情况表 报告期末普通股股东总数 前10名股东持股情况 股东名称 股东性质 持股比例 持股数量 持有有限售条件的股份数量 质押或冻结情况 股份状态 数量 境内非国有法人 境内自然人 前10名无限售条件股东持股情况 上述股东关联关系或一致行动的说明 三、重要事项 报告期主要财务数据、财务指标发生变动的情况及原因 重要事项进展情况及其影响和解决方案的分析说明 股份回购的实施进展情况 采用集中竞价方式减持回购股份的实施进展情况 公司实际控 xyxy=(333,95,471,146)
right-announcement-block xyxy=(248,56,472,688)
announcement-row xyxy=(13,57,240,65)
announcement-cell: 证券代码: 公司简称: 公告编号: 本公司及董事会全体成员保证信息披露的内容真实、准确、完整,没有虚假记载、误导性陈述或重大遗漏。一、重要提示 本季度报告摘要来自季度报告全文,为全面了解本公司的经营成果、财务状况及未来发展规划,投资者应当到证监会指定媒体仔细阅读季度报告全文。公司董事会、监事会及董事、监事、高级管理人员保证季度报告内容的真实、准确、完整,不存在虚假记载、误导性陈述或重大遗漏,并承担个别和连带的法律责任。所有董事均已出席了审议本次季报的董事会会议。公司负责人、主管会计工作负责人及会计机构负责人(会计主管人员)声明:保证季度报告中财务报表的真实、准确、完整。二、公司基本情况 主要会计数据和财务指标 公司是否需追溯调整或重述以前年度会计数据 否 本报告期 上年同期 本报告期比上年同期增减 营业收入(元) 归属于上市公司股东的净利润(元) 归属于上市公司股东的扣除非经常性损益的净利润(元) 经营活动产生的现金流量净额(元) 基本每股收益(元/股) 稀释每股收益(元/股) 加权平均净资产收益率 本报告期末 上年度末 本报告期末比上年度末增减 总资产(元) 归属于上市公司股东的净资产(元) 非经常性损益项目和金额 适用 不适用 报告期末股东总数及前十名股东持股情况表 报告期末普通股股东总数 xyxy=(122,203,240,246)
announcement-cell: 证券代码: 公司简称: 公告编号: 本公司及董事会全体成员保证信息披露的内容真实、准确、完整,没有虚假记载、误导性陈述或重大遗漏。一、重要提示 本季度报告摘要来自季度报告 xyxy=(15,349,120,354)
announcement-row xyxy=(13,175,240,185)
announcement-cell: 证券代码: 公司简称: 公告编号: 本公司及董事会全体成员保证信息披露的内容真实、准确、完整,没有虚假记载、误导性陈述或重大遗漏。一、重要提示 本季度报告摘要来自季度报告全文,为全面了解本公司的经营成果、财务状况及未来发展规划,投资者应当到证监会指定媒体仔细阅读季度报告全文。公司董事会、监事会及董事、监事、高级管理人员保证季度报告内容的真实、准确、完整,不存在虚假记载、误导性陈述或重大遗漏,并承担个别和连带的法律责 xyxy=(333,157,471,174)
announcement-cell: 证券代码: 公司简称: 公告编号: 本公司及董事会全体成员保证信息披露的内容真实、准确、完整,没有虚假记载、误导性陈述或重大遗漏。一、重要提示 本季度报告摘要来自季度报告全文,为全面了解本公司的经营成果、财务状况及未来发展规划,投资者应当到证监会指定媒体仔细阅读季度报告全文。公司董事会、监事会及董事、监事、高级管理人员保证季度报告内容的真实、准确、完整,不存在虚假记载、误导性陈述或重大遗漏,并承担个别和连带的法律责任。所有董事均已出席了审议本次季报的董事会会议。公司负责人、主管会计工作负责人及会计机构负责人(会计主管人员)声明:保证季度报告中财务报表的真实、准确、完整。二、公司基本情况 主要会计数据和财务指标 公司是否需追溯调整或重述以前年度会计数据 否 本报告期 上年同期 本报告期比上年同期增减 营业收入(元) 归属于上市公司股东的净利润(元) 归属于上市公司股东的扣除非经常性损益的净利润(元) 经营活动产生的现金流量净额(元) 基本每股收益(元/股) 稀释每股收益(元/股) 加权平均净资产收益率 本报告期末 上年度末 本报告期末比上年度末增减 总资产(元) 归属于上市公司股东的净资产(元) 非经常性损益项目和金额 适用 不适用 报告期末股东总数及前十名股东持股情况表 报告期末普通股股东总数 前10名股东持股情况 股东名称 股东性质 持股比例 持股数量 持有有限售条件的 xyxy=(333,197,471,236)
announcement-cell: 证券代码: 公司简称: 公告编号: 本公司及董事会全体成员保证信息披露的内容真实、准确、完整,没有虚假记载、误导性陈述或重大遗漏。一、重要提示 本季度报告摘要来自季度报告全文,为全面了解本公司的经营成果、财务状况及未来发展规划,投资者应当到证监会指定媒体仔细阅读季度报告全文。公司董事会、监事会及董事、监事、高级管理人员保证季度报告内容的真实、准确、完整,不存在虚假记载、误导性陈述或重大遗漏,并承担个别和连带的法律责任。所有董事均已出席了审议本次季报的董事会会议。公司负责人、主管会计工作负责人及会计机构负责人(会计主管人员)声明:保证季度报告中财务报表的真实、准确、完整。二、公司基本情况 主要会计数据和财务指标 公司是否需追溯调整或重述以前年度会计数据 否 本报告期 上年同期 本报告期比上年同期增减 营业收入(元) 归属于上市公司股东的净利润(元) 归属于上市公司股东的扣除非经常性损益的净利润(元) 经营活动产生的现金流量净额(元) 基本每股收益(元/股) 稀释每股收益(元/股) 加权平均净资产收益率 本报告期末 上年度末 本报告期末比上年度末增减 总资产(元) 归属于上市公司股东的净资产(元) 非经常性损益项目和金额 适用 不适用 报告期末股东总数及前十名股东持股情况表 报告期末普通股股东总数 前10名股东持股情况 股东名称 股东性质 持股比例 持股数量 持有有限售条件的股份数量 质押或冻 xyxy=(122,247,240,294)
announcement-cell: 证券代码: 公司简称: 公告编号: 本公司及董事会全体成员保证信息披露的内容真实、准确、完整,没有虚假记载、误导性陈述或重大遗漏。一、重要提示 本季度报告摘要来自季度报告全文,为全面了解本公司的经营成果、财务状况及未来发展规划,投资者应当到证监会指定媒体仔细阅读季度报告全文。公司董事会、监事会及董事、监事、高级管理人员保证季度报告内容的真实、准确、完整,不存在虚假记载、误导性陈述或重大遗漏,并承担个别和连带的法律责任。所有董事均已出席了审议本次季报的董事会会议。公司负责人、主管会计工作负责人及会计机构负责人(会计主 xyxy=(333,57,471,76)
announcement-row xyxy=(249,449,471,467)
announcement-row xyxy=(13,347,240,355)
editor-contact: 制作:王敬涛 电话:010-83251716 E-mail:zqrb9@zqrb.sina.net xyxy=(273,32,392,37)
announcement-row xyxy=(13,605,240,689)
header-rule xyxy=(12,48,472,49)
announcement-row xyxy=(249,77,471,95)
announcement-cell: 证券代码: 公司简称: 公告编号: 本公司及董事会全体成员保证信息披露的内容真实、准确、完整,没有虚假记载、误导性陈述或重大遗漏。一、重要提示 本季度报告摘要来自季度报告全文,为全面了解本公司的经营成果、财务状况及 xyxy=(333,479,471,486)
announcement-cell: 证券代码: 公司简称: 公告编号: 本公司及董事会全体成员保证信息披露的内容真实、准确、完整,没有虚假记载、误导性陈述或重大遗漏。一、重要提示 本季度报告摘要来自季度报告 xyxy=(15,177,120,184)
announcement-cell: 证券代码: 公司简称: 公告编号: 本公司及董事会全体成员保证信息披露的内容真实、准确、完整,没有虚假记载、误导性陈述或重大遗漏。一、重要提示 本季度报告摘要来自季度报告全文,为全面了解本公司的经营成果、财务状况及未来发展规划,投资者应当到证监会指定媒体仔细阅读季度报告全文。公司董事会、监事会及董事、监事、高级管理人员保证季度报告内容的真实、准确、完整,不存在虚假记载、误导性陈述或重大遗漏,并承担个别和连带的法律责任。所有董事均已出席了审议本次季报的董事会会议。公司负责人、主管会计工作负责人及会计机构负责人(会计主管人员)声明:保证季度报告中财务报表的真实、准确、完整。二、公司基本情况 主要会计数据和财务指标 公司是否需追溯调整或重述以前年度会计数据 否 本报告期 上年同期 本报告期比上年同期增减 营业收入(元) 归属于上市公司股东的净利润(元) 归属于上市公司股东的扣除非经常性损益的净利润(元) 经营活动产生的现金流量净额(元) 基本每股收益(元/股) 稀释每股收益(元/股) 加权平均净资产收益率 本报告期末 上年度末 本报告期末比上年度末增减 总资产(元) 归属于上市公司股东的净资产(元) 非经常性损益项目和金额 适用 不适用 报告期末股东总数及前十名股东持股情况表 报告期末普通股股东总 xyxy=(15,249,120,294)
announcement-cell: 证券代码: 公司简称: 公告编号: 本公司及董事会全体成员保证信息披露的内容真实、准确、完整,没有虚假记载、误导性陈述或重大遗漏。一、重要提示 本季度报告摘要来自季度报告全文,为全面了解本公司的经营成果、财务状况及未来发展规划,投资者应当到证监会指定媒体仔细阅读季度报告全 xyxy=(122,355,240,366)
announcement-cell: 证券代码: 公司简称: 公告编号: 本公司及董事会全体成员保证信息披露的内容真实、准确、完整,没有虚假记载、误导性陈述或重大遗漏。一、重要提示 本季度报告摘要来自季度报告全文,为全面了 xyxy=(122,185,240,194)
announcement-cell: 证券代码: 公司简称: 公告编号: 本公司及董事会全体成员保证信息披露的内容真实、准确、完整,没有虚假记载、误导性陈述或重大遗漏。一、重要提示 本季度报告摘要来自季度报告全文,为全面了解本公司的经营成果、财务状况及未来发展规划,投资者应当到证监会指定媒体仔细阅读季度报告全文。公司董事会、监事会及董事、监事、高级管理人员保证季度报告内容的真实、准确、完整,不存在虚假记载、误导性陈述或重大遗漏,并承担个别和连带的法律责任。所有董事均已出席了审议本次季报的董事会会议。公司负责人、主管会计工作负责人及会 xyxy=(251,359,332,386)
footer-line-1: 广告 xyxy=(463,686,470,690)
page-footer xyxy=(455,686,470,694)
announcement-cell: 证券代码: 公司简称: 公告编号: 本公司及董事会全体成员保证信息披露的内容真实、准确、完整,没有虚假记载、误导性陈述或重大遗漏。一、重要提示 本季度报告摘要来自季度报告全文,为全面了解本公司的经营成果、财务状况及未来发展规划,投资者应当到证监会指定媒体仔细阅读季度报告全文。公司董事会、监事会及董事、监事、高级管理人员保证季度报告内容的真实、准确、完整,不存在虚假记载、误导性陈述或重大遗漏,并承担个别和连带的法律责任。所有董事均已出席了审议本次季报的董事会会议。公司负责人、主管会计工作负责人及会计机构负责人(会计主管人员)声明:保证季度报告中财务报表的真实、准确、完整。二、公司基本情况 主要会计数据和财务指标 公司是否需追溯调整或重述以前年度会计数据 否 本报告期 上年同期 本报告期比上年同期增减 营业收入(元) 归属于上市公司股东的净利润(元) 归属于上市公司股东的扣除非经常性损益的净利润(元) 经营活动产生的现金流量净额(元) 基本每股收益(元/股) 稀释每股收益(元/股) 加权平均净资产收益率 本报告期末 上年度末 本报告期末比上年度末增减 总资产(元) 归属于上市公司股东的净资产(元) 非经常性损益项目和金额 适用 不适用 报告期末股东总数及前十名股东持股情况表 报告期末普通股股东总数 前10名股东持股情况 股东名称 股东性质 持股比例 持股数量 持有有限售条件的股份数量 质押或冻结情况 股份状态 数量 境内非国有法人 境内自然人 前10名无限售条件股东持股情况 上述股东关联关系或一致行动的说明 三、重要事项 报告期主要财务数据、财务指标发生变动的情况及原因 重要事项进展情况及其影响和解决方案的分析说明 股份回购的实施进展情况 采用集中竞价方式减持回购股份的实施进展情况 公司实际控制人、股东、关联方、收购人以及公司等承诺相关方在报告期内超期未履行完毕的承诺事项 对2020年度经营业绩的预计 预测年初至下一报告期期末的累计净利润可能为亏损或者与上年同期相比发生大幅度变动的警示及原因说明 以公允价值计量的金融资产 违规对外担保情况 控股股东及其关联方对上市公司的非经营性占用资金情况 委托理财 报告期内接待调研、沟通、采访等活动登记表 特此公告 董事会 二〇二〇年十月 xyxy=(122,65,240,156)
announcement-cell: 证券代码: 公司简称: 公告编号: 本公司及董事会全体成员保证信息披露的内容真实、准确、完整,没有虚假记载、误导性陈述或重大遗漏。一、重要提示 本季度报告摘要来自季度报告全文,为全面了解本公司的经营成果、财务状况及 xyxy=(333,147,471,156)
announcement-row xyxy=(249,527,471,557)
announcement-cell: 证券代码: 公司简称: 公告编号: 本公司及董事会全体成员保证信息披露的内容真实、准确、完整,没有虚假记载、误导性陈述或重大遗漏。一、重要提示 本季度报告摘要来自季度报告全文,为全面了解本公司的经营成果、财务状况及未来发展规划,投资者应当到证监会指定媒体仔细阅读季度报告全文。公司董事会、监事会及董事、监事、高级管理人员保证季度报告内容的真实、准确、完整,不存在虚假记载、误导性陈述或重大遗漏,并承担个别和连带的法律责任。所有董事均已出席了审议本次季报的董事会会议。公司负责人、主管会计工作负责人及会计机构负责人(会计主管人员)声明:保证季度报告中财务报表的真实、准确、完整。二、公司基本情况 主要会计数据和财务指标 公司是否需追溯调整或重述以前年度会计数据 否 本报告期 上年同期 本报告期比上年同期增减 营业收入(元) 归属于上市公司股东的净利润(元) 归属于上市公司股东的扣除非经常性损益的净利润(元) 经营活动产生的现金流量净额(元) 基本每股收益(元/股) 稀释每股收益(元/股) 加权平均净资产收益率 本报告期末 上年度末 本报告期末比上年度末增减 总资产(元) 归属于上市公司股东的净资产(元) 非经常性损益项目和金额 适用 不适用 报告期末股东总数及前十名股东持股情况表 报告期末普通股股东总数 前10名股东持股情况 股东名称 股东性质 持股比例 持股数量 持有有限售条件的股份数量 质押或冻结情况 股份状态 数量 境内非国有法人 境内自然人 前10名无限售条件股东持股情况 上述股东关联关系或一致行动的说明 三、重要事项 报告期主要财务数据、财务指标发生变动的情况及原因 重要 xyxy=(122,367,240,420)
announcement-cell: 证券代码: 公司简称: 公告编号: 本公司及董事会全体成员保证信息披露的内容真实、准确、完整,没有虚假记载、误导性陈述或重大遗漏。一、重要提示 本季度报告摘要来自季度报告全文,为全面了解本公司的经营成果、财务状况及未来发展规划,投资者应当到证监会指定媒体仔细阅读季度报告全文。公司董事会、监事会及董事、监事、高级管理人员保证季度报告内容的真实、准确、完整,不 xyxy=(15,59,238,64)
announcement-cell: 证券代码: 公司简称: 公告编号: 本公司及董事会全体成员保证信息披露的内容真实、准确、完整,没有虚假记载、误导性陈述或重大遗漏。一、重要提示 本季度报告摘要来自季度报告全文,为全面了解本公司的经营成果、财务状况及未来发展规划,投资者应当到证监会指定媒体仔细阅读季度报告全文。公司董事会、监事会及董事、监事、高级管理人员保证季度报告内容的真实、准确、完整,不存在虚假记载、误导性陈述或重大遗漏,并承担个别和连带的法律责任。所有董事均已出席了审议本次季报的董事会会议。公司负责人、主管会计工作负责人及会计机构负责人(会计主管人员)声明:保证季度报告中财务报表的真实、准确、完整。二、公司基本情况 主要会计数据和财务指标 公司是否需追溯调整或重述以前年度会计数据 否 本报告期 上年同期 本报告期比 xyxy=(251,489,332,526)
announcement-cell: 证券代码: 公司简称: 公告编号: 本公司及董事会全体成员保证信息披露的内容真实、准确、完整,没有虚假记载、误导性陈述或重大遗漏。一、重要提示 本季度报告摘要来自季度报告全文,为全面了解本公司的经营成果、财务状况及未来发展规划,投资者应当到证监会指定媒体仔细阅读季度报告全文。公司董事会、监事会及董事、监事、高级管理人员保证季度报告内容的真实、准确、完整,不存在虚假记载、误导性陈述或重大遗漏,并承担个别和连带的法律责任。所有董事均已出席了审议本次季报的董事会会议。公司负责人、主管会计工作负责人及会计机构负责人(会计主管人员)声明:保证季度报告中财务报表的真实、准确、完整。二、公司基本情况 主要会计数据和财务指标 公司是否需追溯调整或重述以前年度会计数据 否 本报告期 上年同期 本报告期比上年同期增减 营业收入(元) 归属于上市公司股东的净利润(元) 归属于上市公司股东的扣除非经常性损益的净利润(元) 经营活动产生的现金流量净额(元) 基本每股收益(元/股) 稀释每股收益(元/股) 加权平均净资 xyxy=(251,97,332,146)
announcement-cell: 证券代码: 公司简称: 公告编号: 本公司及董事会全体成员保证信息披露的内容真实、准确、完整,没有虚假记载、误导性陈述或重大遗漏。一、重要提示 本季度报告摘要来自季度报告全文,为全面了解本公司的经营成果、财务状况及未来发展规划,投资者应当到证监会指定媒体仔细阅读季度报告全文。公司董事会、监事会及董事、监事、高级管理人员保证季度报告内容的真实、准确、完整,不存在虚假记载、误导性陈述或重大遗漏,并承担个别和连带的法律责任。所有董事均已出席了审议本次季报的董事会会议。公司负责人、主管会计工作负责人及会计机构负责人(会计主管人员)声明:保证季度报告中财务报表的真实、准确、完整。二、公司基本情况 主要会计数据和财务指标 公司是否需追溯调整或重述以前年度会计数据 否 本报告期 上年同期 本报告期比上年同期增减 营业收入(元) 归属于上市公司股东的净利润(元) 归属于上市公司股东的扣除非经常性损益的净利润(元) 经营活动产生的现金流量净额(元) 基本每股收益(元/股) 稀释每股收益(元/股) 加权平均净资产收益率 本报告期末 上年度末 本报告期末比上年度末增减 总资产(元) 归属于上市公司股东的净资产(元) 非经常性损益项目和金额 适用 不适用 报告期末股东总数及前十名股东持股情况表 报告期末普通股股东总数 前10名股东持股情况 股东名称 股东性质 持股比例 持股数量 持有有限售条件的股份数量 质押或冻结情况 股份状态 数量 境内非国有法人 境内自然人 前10名无限售条件股东持股情况 上述股东关联关系或一致行动的说明 三、重要事项 报告期主要财务数据、财务指标发生变动的情况及原因 重要事项进展情况及其影响和解决方案的分析说明 股份回购的实施进展情况 采用集中竞价方式减持回购股份的实施进展情况 公司实际控制人、股东、关联方、收购人以及公司等承诺相关方在报告期内超期未履行完毕的承诺事项 对2020年度经营业绩的预计 预测年初至下一报告期期末的累计净利润可能为亏损或者与上年同期相比发生大幅度变动的警示及原因说明 以公允价值计量的金融资产 违规对外担保情况 控股股东及其关联方对上市公司的非经营性占用资金情况 委托理财 报告期内接待调研、沟通、采访等活动登记表 特此公告 董事会 二〇二〇年十月 xyxy=(122,421,240,530)
issue-date: 2020年10月11日 星期四 xyxy=(346,25,392,30)
announcement-cell: 证券代码: 公司简称: 公告编号: 本公司及董事会全体成员保证信息披露的内容真实、准确、完整,没有虚假记载、误导性陈述或重大遗漏。 xyxy=(251,149,332,156)
announcement-row xyxy=(249,615,471,629)
announcement-cell: 证券代码: 公司简称: 公告编号: 本公司及董事会全体成员保证信息披露的内容真实、准确、完整,没有虚假记载、误导性陈述或重大遗漏。一、重要提示 本季度报告摘要来自季度报告全文,为全面了 xyxy=(122,175,240,184)
announcement-row xyxy=(13,247,240,295)
announcement-row xyxy=(13,65,240,157)
announcement-cell: 证券代码: 公司简称: 公告编号: 本公司及董事会全体成员保证信息披露的内容真实、准确、完整,没有虚假记载、误导性陈述或重大遗漏。一、重要提示 本季度报告摘要来自季度报告全文,为全面了解本公司的经营成果、财务状况及未来发展规划,投资者应当到证监会指定媒体仔细阅读季度报告全文。公司董事会、监事会及董事、监事、高级管理人员保证季度报告内容的真实、准确、完整,不存在虚假记载、误导性陈述或重大遗漏,并承担个别和连带的法律责任。所有董事均已出席了审议本次季报的董事会会议。公司负责人、主管会计工作负责人及会计机构负责人(会计主 xyxy=(333,253,471,272)
announcement-cell: 证券代码: 公司简称: 公告编号: 本公司及董事会全体成员保证信息披露的内容真实、准确、完整,没有虚假记载、误导性陈述或重大遗漏。一、重要提示 本季度报告摘要来自季度报告全文,为全面了解本公司的经营成果、财务状况及未来发展规划,投资者应当到证监会指定媒体仔细阅读季度报告全文。公司董事会、监事会及董事、监事、高级管理人员保证季度报告内容的真实、准确、完整,不存 xyxy=(122,157,240,174)
announcement-row xyxy=(249,357,471,387)
announcement-cell: 证券代码: 公司简称: 公告编号: 本公司及董事会全体成员保证信息披露的内容真实、准确、完整,没有虚假记载、误导性陈述或重大遗漏。一、重要提示 本季度报告摘要来自季度报告全文,为全面了解本公司的经营成果、财务状况及未来发展规划,投资者应当到证监会指定媒体仔 xyxy=(251,599,332,613)
announcement-cell: 证券代码: 公司简称: 公告编号: 本公司及董事会全体成员保证信息披露的内容真实、准确、完整,没有虚假记载、误导性陈述或重大遗漏。一、重要提示 本季度报告摘要来自季度报告全文,为全面了解本公司的经营成果、财务状况及未来发展规划,投资者应当到证监会指定媒体仔细阅读季度报告全文。公司董事会、监事会及董事、监事、高级管理人员保证季度报告内容的真实、准确、完整,不存在虚假记载、误导性陈述或重大遗漏,并承担个别和连带的法律责任。所有董事均已出席了审议本次季报的董事会会议。公司负责人、主管会计工作负责人及会计机构负责人(会计主管人员)声明:保证季度报告中财务报表的真实、准确、完整。 xyxy=(15,541,120,565)
announcement-cell: 证券代码: 公司简称: 公告编号: 本公司及董事会全体成员保证信息披露的内容真实、准确、完整,没有虚假记载、误导性陈述或重大遗漏。一、重要提示 本季度报告摘要来自季度报告全文,为全面了解本公司的 xyxy=(251,617,332,627)
announcement-cell: 证券代码: 公司简称: 公告编号: 本公司及董事会全体成员保证信息披露的内容真实、准确、完整,没有虚假记载、误导性陈述或重大遗漏。一、重要提示 本季度报告摘要来自季度报告全文,为全面了解本公司的经营成果、财务状况及未来发展规划,投资者应当到证监会指定媒体仔细阅读季度报告全文。公司董事会、监事会及董事、监事、高级管理人员保证季度报告内容的真实、准确、完整,不存在虚假记载、误导性陈述或重大遗漏,并承担个别和连带的法律责任。所有董事均已出席了审议本次季报的董事会会议。公司负责人、主管会计工作负责人及会计机构负责人(会计主管人员)声明:保证季度报告中财务报表的真实、准确、完整。二、公司基本情况 主要会计数据和财务指标 公司是否需追溯调整或重述以前年度会计数据 否 本报告期 上年同期 本报告期比上年同期增减 营业收入(元) 归属于上市公司股东的净利润(元) 归属于上市公司股东的扣除非经常性损益的净利润(元) 经营活动产生的现金流量净额(元) 基本每股收益(元/股) 稀释每股收益(元/股) 加权平均净资产收益率 本报告期末 上年度末 本报告期末比上年度末增减 总资产(元) 归属于上市公司股东的净资产(元) 非经常性损益项目和金额 适用 不适用 报告期末股东总数及前十名股东持股情况表 报告期末普通股股东总数 前10名股东持股情况 股东名称 股东性质 持股比例 持股数量 持有有限售条件的股份数量 质押或冻结情况 股份状态 数量 境内非国有法人 境内自然人 前10名无限售条件股东持股情况 上述股东关联关系或一致行动的说明 三、重要事项 报告期主要财务数据、财务指标发生变动的情况及原因 重要事项进展情况及其影响和解决方案的分析说明 股份回购的实施进展情况 采用集中竞价方式减持回购股份的实施进展情况 公司实际控制人、股东、关联方、收购人以及公司等承诺相关方在报告期内超期未履行完毕的承诺事项 对2020年度经营业绩的预计 预测年初至下一报告期期末的累计净利润可能为亏损或者与上年同期相比发生大幅度变动的警示及原因说明 以公允价值计量的金融资产 违规对外担保情况 控股股东及其关联方对上市公司的非经营性占用资金情况 委托理财 报告期内接待调研、沟通、采访等活动登记表 特此公告 董事会 二〇二〇年十月 xyxy=(15,607,120,687)
announcement-cell: 证券代码: 公司简称: 公告编号: 本公司及董事会全体成员保证信息披露的内容真实、准确、完整,没有虚假记载、误导性陈述或重大遗漏。一、重要提示 本季度报告摘要来自季度报告全文,为全面了解本公司的经营成果、财务状况及未来发展规划,投资者应当到证监会指定媒体仔细阅读季度报告全文。公司董事会、监事会及董事、监事、高级管理人员保证季度报告内容的真实、准确、完整,不存在虚假记载、误导性陈述或重大遗漏,并承担个别和连带的法律责任。所有董事均已出席了审议本次季报的董事会会议。公司负责人、主管会计工作负责人及会计机构负责人(会计主管人员)声明:保证季度报告中财务报表的真实、准确、完整。二、公司基本情况 主要会计数据和财务指标 公司是否需追溯调整或重述以前年度会计数据 否 本报告期 上年同期 本报告期比上年同期增减 营业收入(元) 归属于上市公司股东的净利润(元) 归属于上市公司股东的扣除非经常性损益的净利润(元) 经营活动产生的现金流量净额(元) 基本每股收益(元/股) 稀释每股收益(元/股) 加权平均净资产收益率 本报告期末 上年度末 本报告期末比上年度末增减 总资产(元) 归属于上市公司股东的净资产(元) 非经常性损益项目和金额 适用 不适用 报告期末股东总数及前十名股东持股情况表 报告期末普通股股东总数 前10名股东持股情况 股东名称 股东性质 持股比例 持股数量 持有有限售条件的 xyxy=(333,387,471,428)
announcement-cell: 证券代码: 公司简称: 公告编号: 本公司及董事会全体成员保证信息披露的内容真实、准确、完整,没有虚假记载、误导性陈述或重大遗漏。一、重要提示 本季度报告摘要来自季度报告全文,为全面了解本公司的经营成果、财务状况及未来发展规划,投资者应当到证监会指定媒体仔细阅读季度报告全文。公司董事会、监事会及董事、监事、高级管理人员保证季度报告 xyxy=(15,331,120,345)
announcement-cell: 证券代码: 公司简称: 公告编号: 本公司及董事会全体成员保证信息披露的内容真实、准确、完整,没有虚假记载、误导性陈述或重大遗漏。一、重要提示 本季度报告摘要来自季度报告全文,为全面了解本公司的经营成果、财务状况及未来发展规划,投资者应当到证监会指定媒体仔 xyxy=(251,79,332,93)
announcement-row xyxy=(249,557,471,597)
announcement-cell: 证券代码: 公司简称: 公告编号: 本公司及董事会全体成员保证信息披露的内容真实、准确、完整,没有虚假记载、误导性陈述或重大遗漏。一、重要提示 本季度报告摘要来自季度报告全文,为全面了解本公司的经营成果、财务状况及未来发展规划,投资者应当到证监会指定媒体仔细阅读季度报告全文。公司董事会、监事会及董事、监事、高级管理人员保证季度报告内容的真实、准确、完整,不存 xyxy=(122,329,240,346)
announcement-row xyxy=(249,147,471,157)
announcement-cell: 证券代码: 公司简称: 公告编号: 本公司及董事会全体成员保证信息披露的内容真实、准确、完整,没有虚假记载、误导性陈述或重大遗漏。一、重要提示 本季度报告摘要来自季度报告全文,为全面了解本公司的经营成果、财务状况及未来发展规划,投资者应当到证监会指定媒体仔细阅读季度报告全文。公司董事会、监事会及董事、监事、高级管理人员保证季度报告内容的真实、准确、完整,不存在虚假记载、误导性陈述或重大遗漏,并承担个别和连带的法律责任。所有董事均已出席了审议本次季报的董事会会议。公司负责人、主管会计工作负责人及会计机构负责人(会计主管人员)声明:保证季度报告中财务报表的真实、准确、完整。二、公司基本情况 主要会计数据和财务指标 公司是否需追溯调整或重述以前年度会计数据 否 本报告期 上年同期 本报告期比 xyxy=(251,559,332,596)
announcement-row xyxy=(13,531,240,539)
announcement-row xyxy=(249,479,471,487)
announcement-row xyxy=(249,95,471,147)
announcement-cell: 证券代码: 公司简称: 公告编号: 本公司及董事会全体成员保证信息披露的内容真实、准确、完整,没有虚假记载、误导性陈述或重大遗漏。一、重要提示 本季度报告摘要来自季度报告全文,为全面了解本公司的经营成果、财务状况及未来发展规划,投资者应当到证监会指定媒体仔细阅读季度报告全文。公司董事会、监事会及董事、监事、高级管理人员保证季度报告内容的真实、准确、完整,不存在虚假记载、误导性陈述或重大遗漏,并承担个别和连带的法律责任。所有董事均已出席了审议本次季报的董事会会议。公司负责人、主管会计工作负责人及会计机构负责人(会计主管人员)声明:保证季度报告中财务报表的真实、准确、完整。二、公司基本情况 主要会计数据和财务指标 公司是否 xyxy=(333,175,471,196)
page-header xyxy=(12,16,472,46)
announcement-cell: 证券代码: 公司简称: 公告编号: 本公司及董事会全体成员保证信息披露的内容真实、准确、完整,没有虚假记载、误导性陈述或重大遗漏。一、重要提示 本季度报告摘要来自季度报告全文,为全面了 xyxy=(122,195,240,202)
announcement-row xyxy=(249,237,471,253)
announcement-cell: 证券代码: 公司简称: 公告编号: 本公司及董事会全体成员保证信息披露的内容真实、准确、完整,没有虚假记载、误导性陈述或重大遗漏。一、重要提示 本季度报告摘要来自季度报告全文,为全面了解本公司的经营成果、财务状况及未来发展规划,投资者应当到证监会指定媒体仔 xyxy=(251,451,332,465)
announcement-cell: 证券代码: 公司简称: 公告编号: 本公司及董事会全体成员保证信息披露的内容真实、准确、完整,没有虚假记载、误导性陈述或重大遗漏。一、重要提示 本季度报告摘要来自季度报告全文,为全面了解本公司的经营成果、财务状况及未来发展规划,投资者应当到证监会指定媒体仔细阅读季度报告全文。公司董事会、监事会及董事、监事、高级管理 xyxy=(251,297,332,314)
announcement-cell: 证券代码: 公司简称: 公告编号: 本公司及董事会全体成员保证信息披露的内容真实、准确、完整,没有虚假记载、误导性陈述或重大遗漏。一、重要提示 本季度报告摘要来自季度报告全文,为全面了解本公司的经营成果、财务状况及未来发展规划,投资者应当到证监会指定媒体仔细阅读季度报告全文。公司董事会、监事会及董事、监事、高级管理人员保证季度报告内容的真实、准确、完整,不存在虚假记载、误导性陈述或重大遗漏,并承担个别和连带的法律责任。所有董事均已出席了审议本次季报的董事会会议。公司负责人、主管会计工作负责人及会计机构负责人(会计主 xyxy=(333,295,471,314)
announcement-cell: 证券代码: 公司简称: 公告编号: 本公司及董事会全体成员保证信息披露的内容真实、准确、完整,没有虚假记载、误导性陈述或重大遗漏。一、重要提示 本季度报告摘要来自季度报告全文,为全面了解本公司的经营成果、财务状况及未来发展规划,投资者应当到证监会指定媒体仔细阅读季度报告全文。公司董事会、监事会及董事、监事、高级管理人员保证季度报告内容的真实、准确、完整,不存在虚假记载、误导性陈述或重大遗漏,并承担个别和连带的法律责任。所有董事均已出席了审议本次季报的董事会会议。公司负责人、主管会计工作负责人及会计机构负责人(会计主管人员)声明:保证季度报告中财务报表的真实、准确、完整。二、公司基本情况 主要会计数据和财务指标 公司是否需追溯调整或重述以前年度会计数据 否 本报告期 上年同期 本报告期比上年同期增减 营业收入(元) 归属于上市公司股东的净利润(元) 归属于上市公司股东的扣除非经常性损益的净利润(元) 经营活动产生的现金流量净额(元) 基本每股收益(元/股) 稀释每股收益(元/股) 加权平均净资产收益率 本报告期末 上年度末 本报告期末比上年度末增减 总资产(元) 归属于上市公司股东的净资产(元) 非经常性损益项目和金额 适用 不适用 报告期末股东总数及前十名股东持股情况表 报告期末普通股股东总数 前10名股东持股情况 股东名称 股东性质 持股比例 持股数量 持有有限售条件的 xyxy=(333,315,471,356)
announcement-cell: 证券代码: 公司简称: 公告编号: 本公司及董事会全体成员保证信息披露的内容真实、准确、完整,没有虚假记载、误导性陈述或重大遗漏。一、重要提示 本季度报告摘要来自季度报告 xyxy=(15,197,120,202)
announcement-row xyxy=(249,429,471,439)
announcement-cell: 证券代码: 公司简称: 公告编号: 本公司及董事会全体成员保证信息披露的内容真实、准确、完整,没有虚假记载、误导性陈述或重大遗漏。一、重要提示 本季度报告摘要来自季度报告全文,为全面了解本公司的经营成果、财务状况及未来发展规划,投资者应当到证监会指定媒体仔细阅读季度报告全文。公司董事会、监事会及董事、监事、高级管理人员保证季度报告内容的真实、准确、完整,不存在虚假记载、误导性陈述或重大遗漏,并承担个别和连带的法律责任。所有董事均已出席了审议本次季报的董事会会议。公司负责人、主管会计工作负责人及会计机构负责人(会计主管人员)声明:保证季度报告中财务报表的真实、准确、完整。二、公司基本情况 主要会计数据和财务指标 公司是否需追溯调整或重述以前年度会计数据 否 本报告期 上年同期 本报告期比上年同期增减 营业收入(元) 归属于上市公司股东的净利润(元) 归属于上市公司股东的扣除非经常性损益的净利润(元) 经营活动产生的现金流量净额(元) 基本每 xyxy=(333,357,471,386)
announcement-row xyxy=(249,487,471,527)
announcement-cell: 证券代码: 公司简称: 公告编号: 本公司及董事会全体成员保证信息披露的内容真实、准确、完整,没有虚假记载、误导性陈述或重大遗漏。一、重要提示 本季度报告摘要来自季度报告全文,为全面了解本公司的经营成果、财务状况及未来发展规划,投资者应当到证监会指定媒体仔细阅读季度报告全文。公司董事会、监事会及董事、监事、高级管理人员保证季度报告内容的真实、准确、完整,不存在虚假记载、误导性陈述或重大遗漏,并承担个别和连带的法律责任。所有董事均已出席了审议本次季报的董事会会议。公司负责人、主管会计工作负责人及会计机构负责人(会计主管人员)声明:保证季度报告中财务报表的真实、准确、完整。二、公司基本情况 主要会计数据和财务指标 公司是否需追溯调整或重述以前年度会计数据 否 本报告期 上年同期 本报告期比上年同期增减 营业收入(元) 归属于上市公司股东的净利润(元) 归属于上市公司股东的扣除非经常性损益的净利润(元) 经营活动 xyxy=(122,295,240,328)
